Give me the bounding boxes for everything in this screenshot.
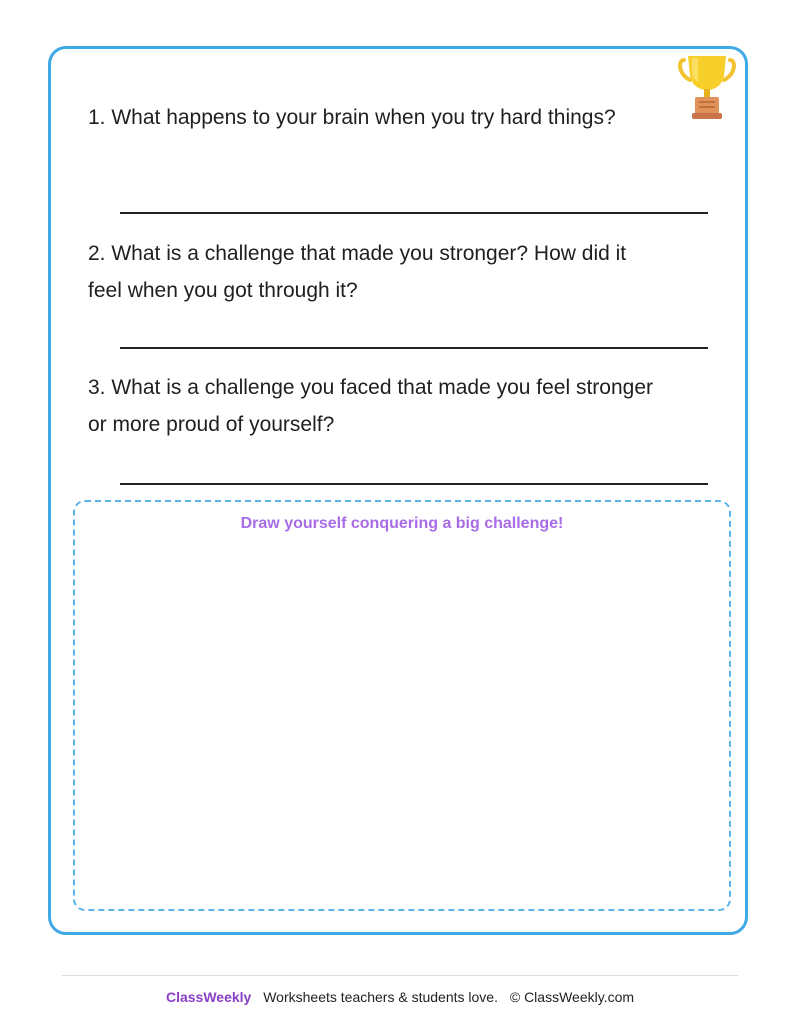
footer-copyright: © ClassWeekly.com bbox=[509, 989, 635, 1005]
footer-divider bbox=[62, 975, 738, 976]
question-3-line-2: or more proud of yourself? bbox=[88, 413, 335, 436]
question-2-line-2: feel when you got through it? bbox=[88, 279, 358, 302]
question-3 bbox=[88, 369, 698, 443]
answer-line-2[interactable] bbox=[120, 347, 708, 349]
question-1: 1. What happens to your brain when you try hard things? bbox=[88, 106, 616, 129]
question-2-line-1: 2. What is a challenge that made you stronger? How did it bbox=[88, 242, 627, 265]
footer-brand: ClassWeekly bbox=[165, 989, 252, 1005]
footer bbox=[0, 989, 800, 1005]
drawing-prompt: Draw yourself conquering a big challenge! bbox=[240, 515, 564, 532]
answer-line-3[interactable] bbox=[120, 483, 708, 485]
question-3-line-1: 3. What is a challenge you faced that made you feel stronger bbox=[88, 376, 654, 399]
drawing-area[interactable] bbox=[73, 500, 731, 911]
answer-line-1[interactable] bbox=[120, 212, 708, 214]
question-2 bbox=[88, 235, 698, 309]
footer-tagline: Worksheets teachers & students love. bbox=[263, 989, 498, 1005]
